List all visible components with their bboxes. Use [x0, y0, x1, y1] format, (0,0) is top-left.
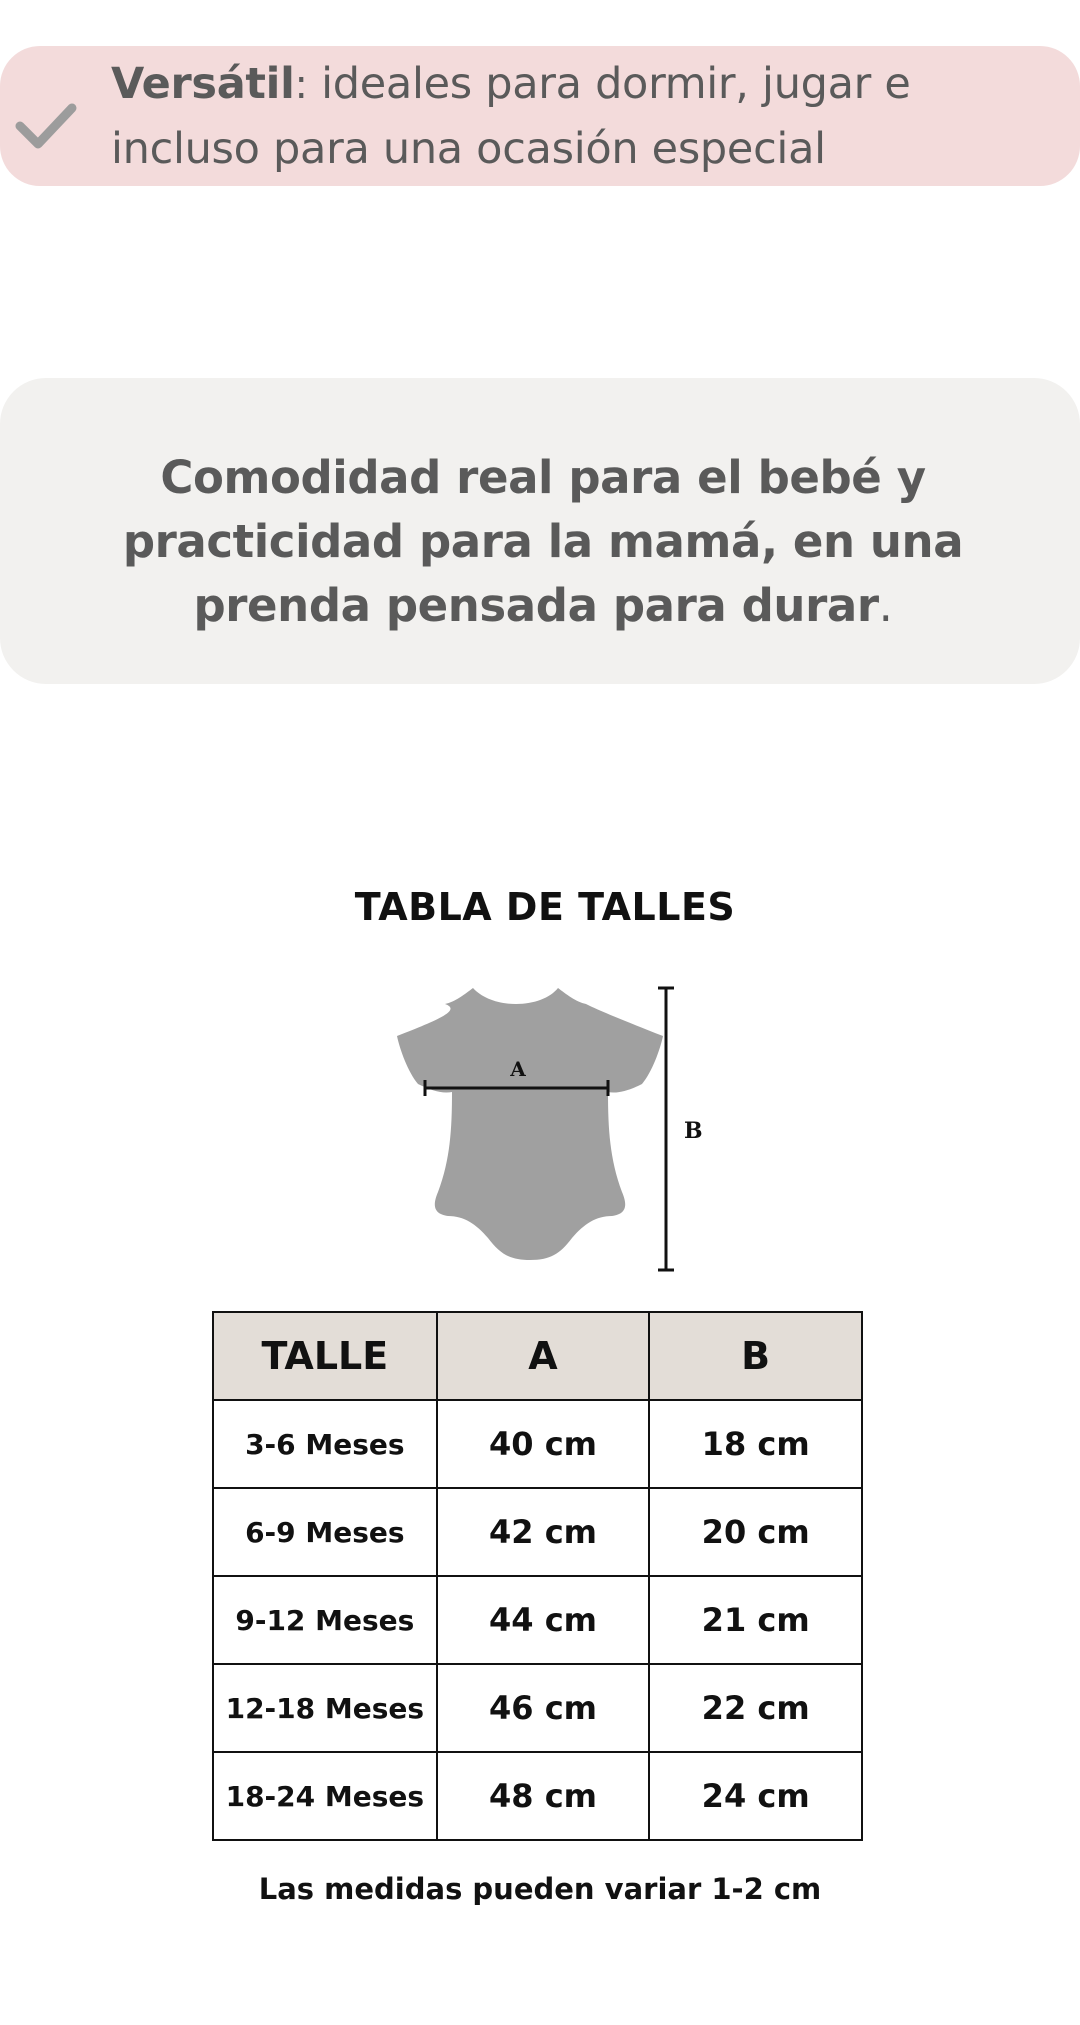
cell-a: 46 cm: [437, 1664, 650, 1752]
label-b: B: [684, 1118, 703, 1144]
header-talle: TALLE: [213, 1312, 437, 1400]
cell-b: 18 cm: [649, 1400, 862, 1488]
feature-card: [0, 46, 1080, 186]
size-table-header: [213, 1312, 862, 1400]
cell-a: 44 cm: [437, 1576, 650, 1664]
header-b: B: [649, 1312, 862, 1400]
highlight-text: [30, 446, 1056, 638]
size-table: [212, 1311, 863, 1841]
table-row: [213, 1664, 862, 1752]
highlight-end: .: [878, 579, 893, 632]
cell-b: 24 cm: [649, 1752, 862, 1840]
cell-size: 18-24 Meses: [213, 1752, 437, 1840]
cell-b: 20 cm: [649, 1488, 862, 1576]
cell-b: 21 cm: [649, 1576, 862, 1664]
check-icon: [14, 92, 78, 156]
bodysuit-icon: [360, 980, 710, 1280]
cell-a: 40 cm: [437, 1400, 650, 1488]
highlight-message: Comodidad real para el bebé y practicidad para la mamá, en una prenda pensada para durar: [122, 451, 964, 632]
feature-title: Versátil: [111, 59, 295, 109]
table-row: [213, 1488, 862, 1576]
cell-size: 9-12 Meses: [213, 1576, 437, 1664]
table-row: [213, 1752, 862, 1840]
cell-a: 48 cm: [437, 1752, 650, 1840]
size-note: Las medidas pueden variar 1-2 cm: [258, 1872, 822, 1906]
table-row: [213, 1576, 862, 1664]
label-a: A: [510, 1057, 526, 1081]
cell-a: 42 cm: [437, 1488, 650, 1576]
cell-size: 3-6 Meses: [213, 1400, 437, 1488]
bodysuit-shape: [397, 988, 663, 1260]
table-row: [213, 1400, 862, 1488]
size-chart-title: TABLA DE TALLES: [354, 885, 736, 929]
cell-size: 6-9 Meses: [213, 1488, 437, 1576]
feature-separator: :: [294, 62, 308, 108]
cell-size: 12-18 Meses: [213, 1664, 437, 1752]
feature-description: ideales para dormir, jugar e incluso para una ocasión especial: [111, 59, 911, 174]
cell-b: 22 cm: [649, 1664, 862, 1752]
feature-text: [111, 52, 1071, 181]
header-a: A: [437, 1312, 650, 1400]
